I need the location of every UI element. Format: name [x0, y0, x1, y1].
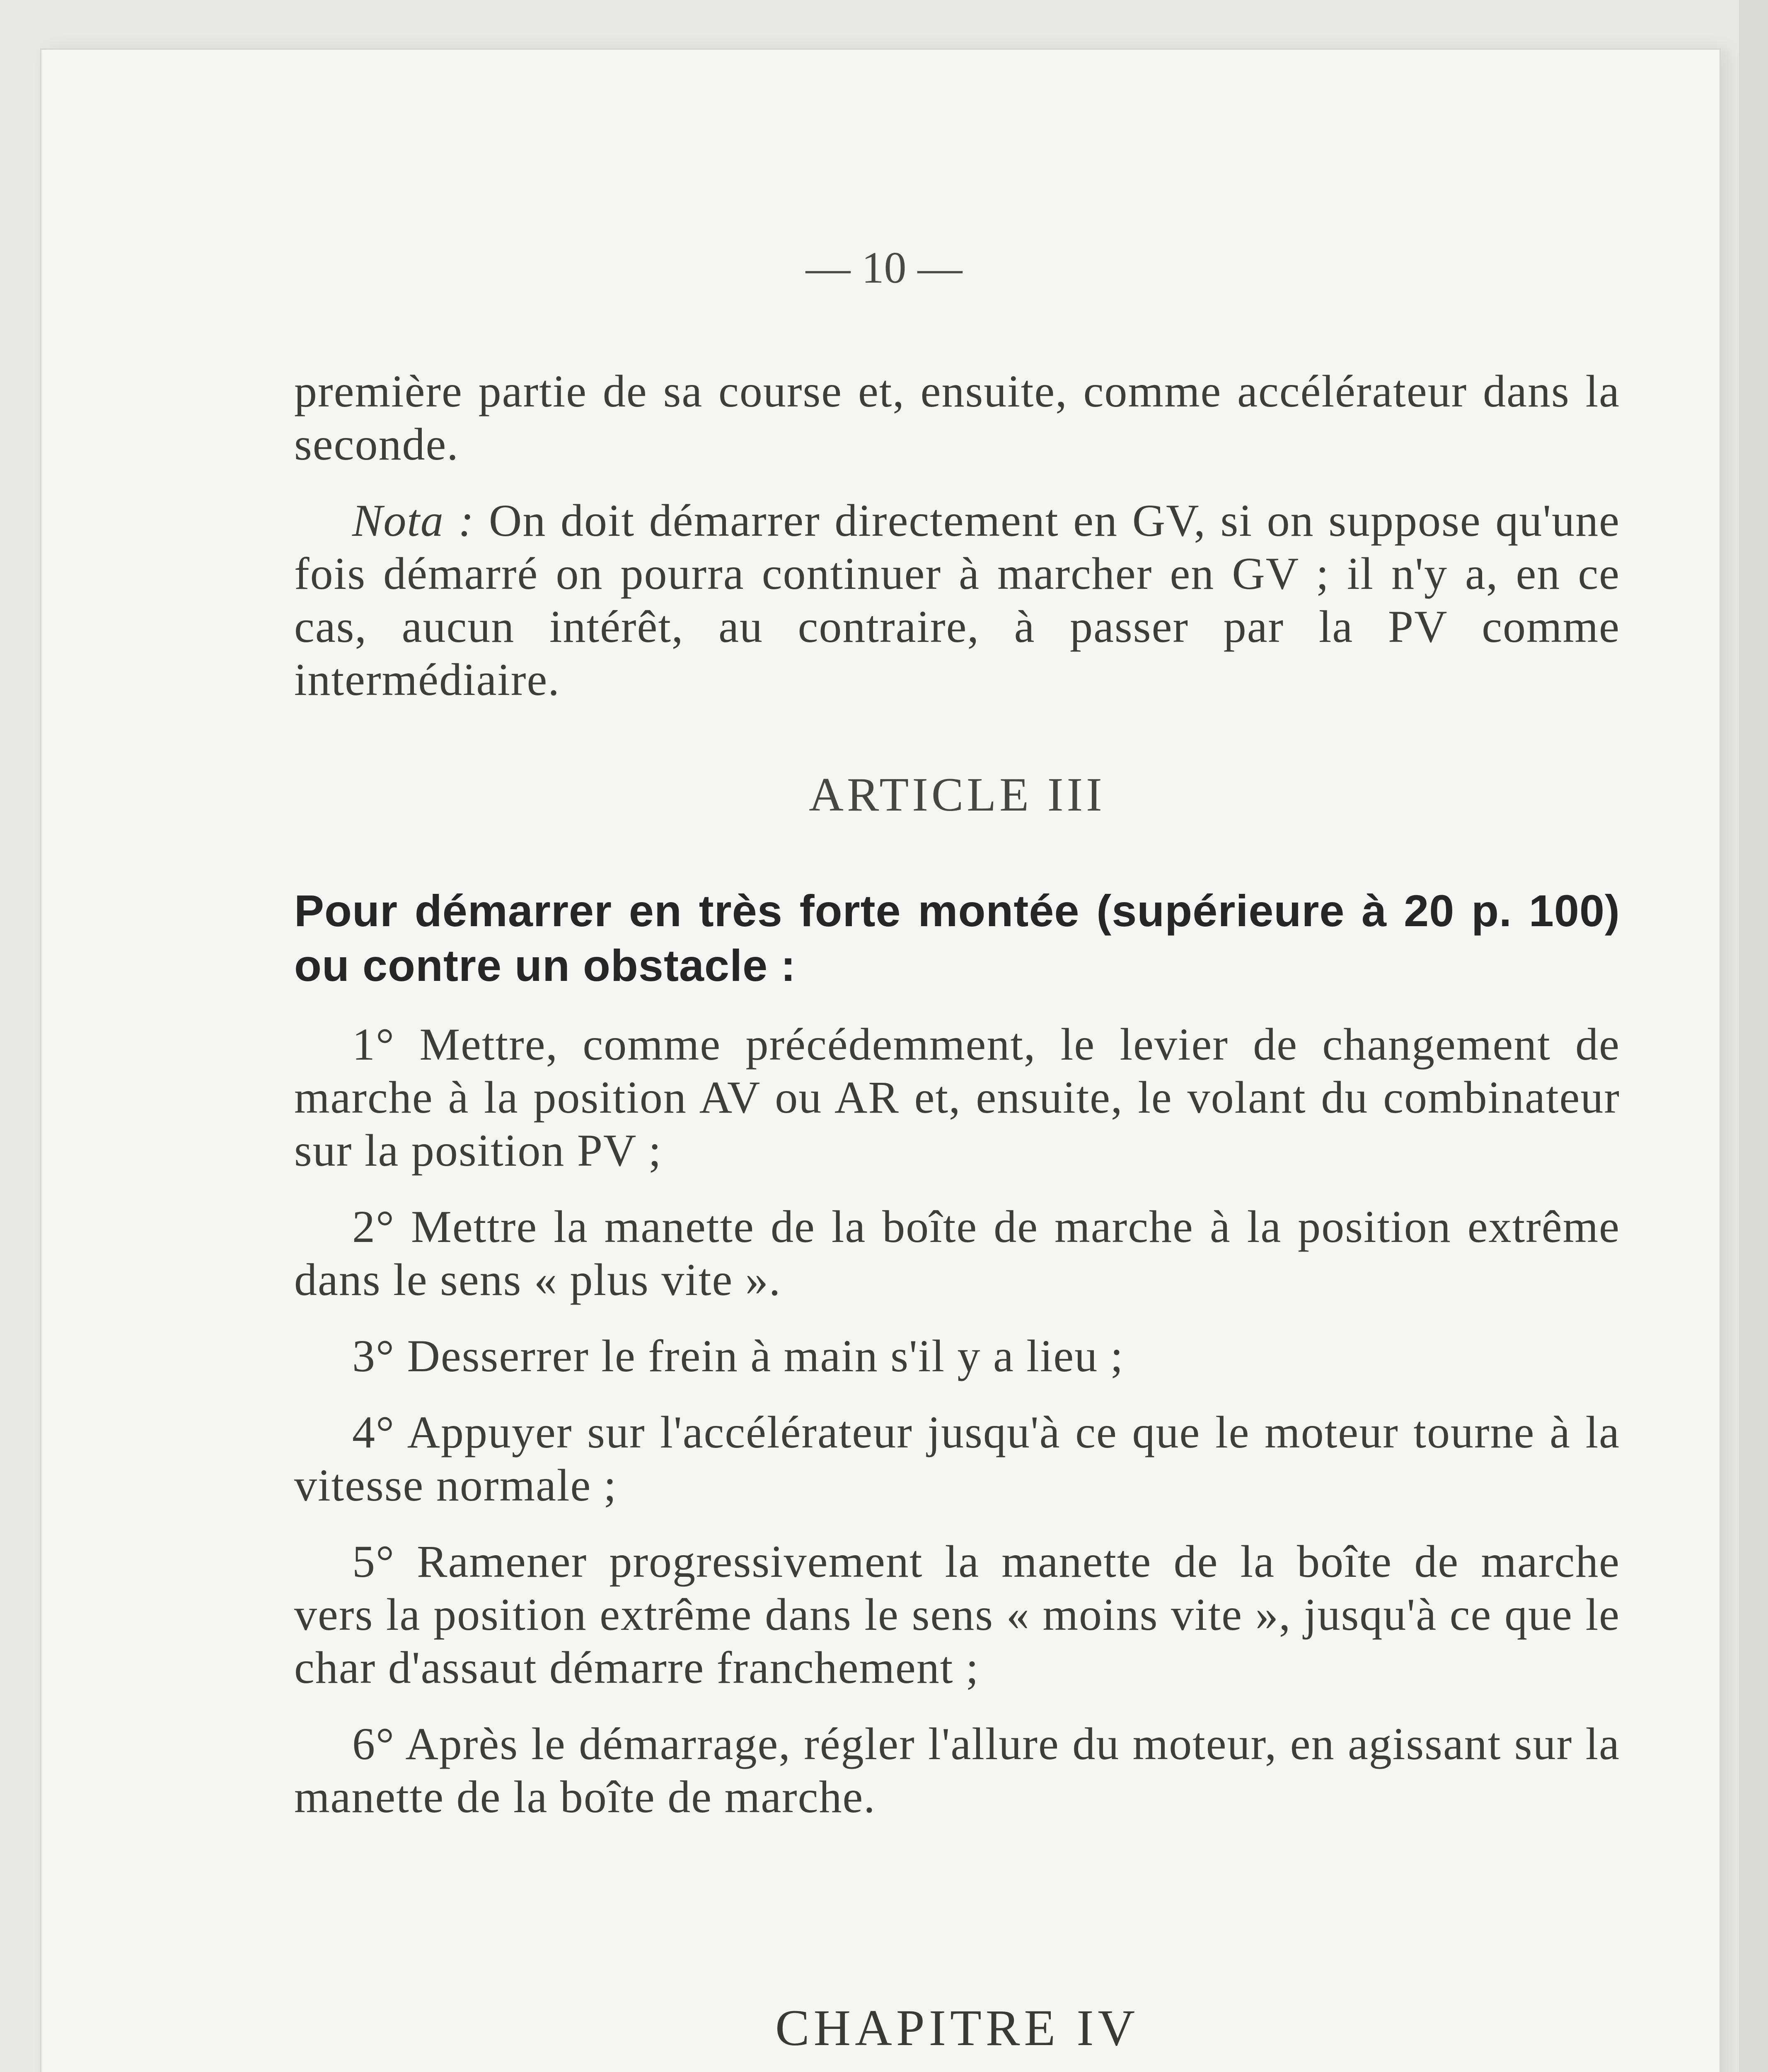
step-2: 2° Mettre la manette de la boîte de marche à la position extrême dans le sens « plus vite ». [294, 1201, 1620, 1305]
step-6: 6° Après le démarrage, régler l'allure du moteur, en agissant sur la manette de la boîte de marche. [294, 1719, 1620, 1822]
nota-label: Nota : [352, 495, 475, 546]
step-4: 4° Appuyer sur l'accélérateur jusqu'à ce que le moteur tourne à la vitesse normale ; [294, 1407, 1620, 1510]
page-edge [1739, 0, 1768, 2072]
nota-paragraph [294, 494, 1620, 706]
article-3-title: Pour démarrer en très forte montée (supérieure à 20 p. 100) ou contre un obstacle : [294, 886, 1620, 990]
chapter-heading: CHAPITRE IV [775, 1999, 1139, 2056]
nota-text: On doit démarrer directement en GV, si on suppose qu'une fois démarré on pourra continuer à marcher en GV ; il n'y a, en ce cas, aucun intérêt, au contraire, à passer par la PV comme intermédiaire. [294, 495, 1620, 705]
page-number: — 10 — [805, 243, 963, 293]
article-heading-3: ARTICLE III [809, 768, 1105, 821]
paragraph-continuation: première partie de sa course et, ensuite, comme accélérateur dans la seconde. [294, 366, 1620, 470]
step-1: 1° Mettre, comme précédemment, le levier de changement de marche à la position AV ou AR et, ensuite, le volant du combinateur sur la position PV ; [294, 1019, 1620, 1176]
page-content [294, 365, 1620, 2072]
step-3: 3° Desserrer le frein à main s'il y a lieu ; [352, 1331, 1124, 1381]
step-5: 5° Ramener progressivement la manette de la boîte de marche vers la position extrême dans le sens « moins vite », jusqu'à ce que le char d'assaut démarre franchement ; [294, 1536, 1620, 1693]
